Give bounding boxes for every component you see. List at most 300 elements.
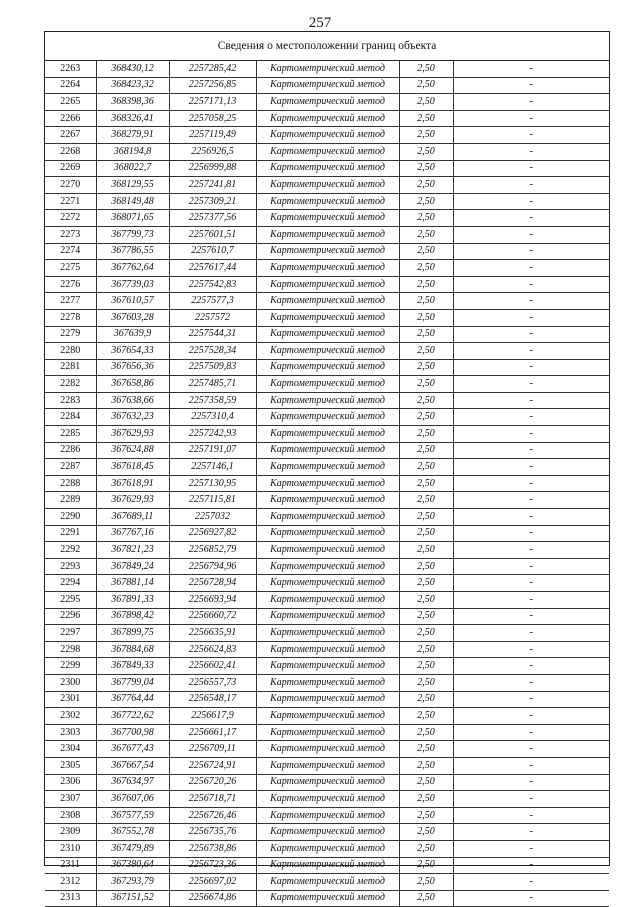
- point-number-cell: 2277: [45, 293, 96, 310]
- table-row: [45, 226, 609, 243]
- y-coordinate-cell: 2257601,51: [169, 226, 256, 243]
- point-number-cell: 2299: [45, 658, 96, 675]
- table-row: [45, 641, 609, 658]
- point-number-cell: 2263: [45, 61, 96, 77]
- accuracy-cell: 2,50: [399, 243, 453, 260]
- table-row: [45, 94, 609, 111]
- table-row: [45, 409, 609, 426]
- point-number-cell: 2268: [45, 143, 96, 160]
- table-row: [45, 807, 609, 824]
- point-number-cell: 2294: [45, 575, 96, 592]
- x-coordinate-cell: 367881,14: [96, 575, 169, 592]
- accuracy-cell: 2,50: [399, 575, 453, 592]
- description-cell: -: [453, 774, 609, 791]
- y-coordinate-cell: 2256926,5: [169, 143, 256, 160]
- method-cell: Картометрический метод: [256, 276, 399, 293]
- y-coordinate-cell: 2257544,31: [169, 326, 256, 343]
- accuracy-cell: 2,50: [399, 426, 453, 443]
- y-coordinate-cell: 2257256,85: [169, 77, 256, 94]
- table-row: [45, 741, 609, 758]
- accuracy-cell: 2,50: [399, 741, 453, 758]
- table-row: [45, 127, 609, 144]
- description-cell: -: [453, 691, 609, 708]
- coordinates-table-body: [45, 61, 609, 907]
- accuracy-cell: 2,50: [399, 177, 453, 194]
- x-coordinate-cell: 367603,28: [96, 309, 169, 326]
- point-number-cell: 2281: [45, 359, 96, 376]
- accuracy-cell: 2,50: [399, 840, 453, 857]
- y-coordinate-cell: 2257058,25: [169, 110, 256, 127]
- point-number-cell: 2273: [45, 226, 96, 243]
- y-coordinate-cell: 2257572: [169, 309, 256, 326]
- y-coordinate-cell: 2257032: [169, 509, 256, 526]
- table-title: Сведения о местоположении границ объекта: [45, 32, 609, 61]
- x-coordinate-cell: 368022,7: [96, 160, 169, 177]
- point-number-cell: 2302: [45, 708, 96, 725]
- table-row: [45, 177, 609, 194]
- x-coordinate-cell: 367677,43: [96, 741, 169, 758]
- y-coordinate-cell: 2256852,79: [169, 542, 256, 559]
- y-coordinate-cell: 2257171,13: [169, 94, 256, 111]
- description-cell: -: [453, 558, 609, 575]
- x-coordinate-cell: 367629,93: [96, 426, 169, 443]
- x-coordinate-cell: 367722,62: [96, 708, 169, 725]
- y-coordinate-cell: 2256728,94: [169, 575, 256, 592]
- description-cell: -: [453, 542, 609, 559]
- method-cell: Картометрический метод: [256, 376, 399, 393]
- x-coordinate-cell: 367767,16: [96, 525, 169, 542]
- point-number-cell: 2306: [45, 774, 96, 791]
- x-coordinate-cell: 367654,33: [96, 343, 169, 360]
- y-coordinate-cell: 2257146,1: [169, 459, 256, 476]
- method-cell: Картометрический метод: [256, 592, 399, 609]
- point-number-cell: 2300: [45, 674, 96, 691]
- x-coordinate-cell: 367799,04: [96, 674, 169, 691]
- point-number-cell: 2313: [45, 890, 96, 907]
- x-coordinate-cell: 367739,03: [96, 276, 169, 293]
- description-cell: -: [453, 509, 609, 526]
- method-cell: Картометрический метод: [256, 791, 399, 808]
- description-cell: -: [453, 243, 609, 260]
- table-row: [45, 525, 609, 542]
- accuracy-cell: 2,50: [399, 61, 453, 77]
- point-number-cell: 2312: [45, 874, 96, 891]
- description-cell: -: [453, 807, 609, 824]
- point-number-cell: 2267: [45, 127, 96, 144]
- y-coordinate-cell: 2257377,56: [169, 210, 256, 227]
- method-cell: Картометрический метод: [256, 226, 399, 243]
- table-row: [45, 326, 609, 343]
- x-coordinate-cell: 367762,64: [96, 260, 169, 277]
- description-cell: -: [453, 724, 609, 741]
- x-coordinate-cell: 367607,06: [96, 791, 169, 808]
- x-coordinate-cell: 367618,45: [96, 459, 169, 476]
- table-row: [45, 691, 609, 708]
- method-cell: Картометрический метод: [256, 392, 399, 409]
- accuracy-cell: 2,50: [399, 160, 453, 177]
- point-number-cell: 2287: [45, 459, 96, 476]
- point-number-cell: 2286: [45, 442, 96, 459]
- x-coordinate-cell: 367552,78: [96, 824, 169, 841]
- table-row: [45, 575, 609, 592]
- y-coordinate-cell: 2256738,86: [169, 840, 256, 857]
- accuracy-cell: 2,50: [399, 708, 453, 725]
- x-coordinate-cell: 367629,93: [96, 492, 169, 509]
- point-number-cell: 2308: [45, 807, 96, 824]
- point-number-cell: 2266: [45, 110, 96, 127]
- point-number-cell: 2264: [45, 77, 96, 94]
- y-coordinate-cell: 2257542,83: [169, 276, 256, 293]
- accuracy-cell: 2,50: [399, 94, 453, 111]
- accuracy-cell: 2,50: [399, 625, 453, 642]
- x-coordinate-cell: 368430,12: [96, 61, 169, 77]
- method-cell: Картометрический метод: [256, 674, 399, 691]
- accuracy-cell: 2,50: [399, 276, 453, 293]
- accuracy-cell: 2,50: [399, 691, 453, 708]
- y-coordinate-cell: 2257242,93: [169, 426, 256, 443]
- description-cell: -: [453, 376, 609, 393]
- table-row: [45, 840, 609, 857]
- table-row: [45, 757, 609, 774]
- accuracy-cell: 2,50: [399, 343, 453, 360]
- table-row: [45, 376, 609, 393]
- y-coordinate-cell: 2256709,11: [169, 741, 256, 758]
- method-cell: Картометрический метод: [256, 874, 399, 891]
- x-coordinate-cell: 367700,98: [96, 724, 169, 741]
- x-coordinate-cell: 367898,42: [96, 608, 169, 625]
- method-cell: Картометрический метод: [256, 558, 399, 575]
- description-cell: -: [453, 160, 609, 177]
- point-number-cell: 2284: [45, 409, 96, 426]
- point-number-cell: 2282: [45, 376, 96, 393]
- method-cell: Картометрический метод: [256, 143, 399, 160]
- method-cell: Картометрический метод: [256, 525, 399, 542]
- method-cell: Картометрический метод: [256, 243, 399, 260]
- x-coordinate-cell: 367799,73: [96, 226, 169, 243]
- point-number-cell: 2292: [45, 542, 96, 559]
- table-row: [45, 110, 609, 127]
- y-coordinate-cell: 2256723,36: [169, 857, 256, 874]
- method-cell: Картометрический метод: [256, 691, 399, 708]
- x-coordinate-cell: 367577,59: [96, 807, 169, 824]
- point-number-cell: 2293: [45, 558, 96, 575]
- point-number-cell: 2280: [45, 343, 96, 360]
- table-row: [45, 857, 609, 874]
- x-coordinate-cell: 368071,65: [96, 210, 169, 227]
- point-number-cell: 2303: [45, 724, 96, 741]
- accuracy-cell: 2,50: [399, 392, 453, 409]
- description-cell: -: [453, 492, 609, 509]
- accuracy-cell: 2,50: [399, 558, 453, 575]
- method-cell: Картометрический метод: [256, 426, 399, 443]
- table-row: [45, 459, 609, 476]
- table-row: [45, 160, 609, 177]
- method-cell: Картометрический метод: [256, 857, 399, 874]
- method-cell: Картометрический метод: [256, 326, 399, 343]
- description-cell: -: [453, 193, 609, 210]
- point-number-cell: 2296: [45, 608, 96, 625]
- method-cell: Картометрический метод: [256, 840, 399, 857]
- table-row: [45, 475, 609, 492]
- point-number-cell: 2311: [45, 857, 96, 874]
- table-row: [45, 392, 609, 409]
- x-coordinate-cell: 368129,55: [96, 177, 169, 194]
- x-coordinate-cell: 367151,52: [96, 890, 169, 907]
- accuracy-cell: 2,50: [399, 293, 453, 310]
- description-cell: -: [453, 94, 609, 111]
- coordinates-table: [45, 61, 609, 907]
- y-coordinate-cell: 2256726,46: [169, 807, 256, 824]
- x-coordinate-cell: 368398,36: [96, 94, 169, 111]
- accuracy-cell: 2,50: [399, 127, 453, 144]
- y-coordinate-cell: 2257115,81: [169, 492, 256, 509]
- y-coordinate-cell: 2257358,59: [169, 392, 256, 409]
- method-cell: Картометрический метод: [256, 77, 399, 94]
- table-row: [45, 708, 609, 725]
- point-number-cell: 2295: [45, 592, 96, 609]
- accuracy-cell: 2,50: [399, 658, 453, 675]
- description-cell: -: [453, 143, 609, 160]
- description-cell: -: [453, 177, 609, 194]
- table-row: [45, 210, 609, 227]
- x-coordinate-cell: 367638,66: [96, 392, 169, 409]
- table-row: [45, 542, 609, 559]
- x-coordinate-cell: 367849,24: [96, 558, 169, 575]
- description-cell: -: [453, 708, 609, 725]
- method-cell: Картометрический метод: [256, 774, 399, 791]
- method-cell: Картометрический метод: [256, 608, 399, 625]
- point-number-cell: 2279: [45, 326, 96, 343]
- accuracy-cell: 2,50: [399, 309, 453, 326]
- x-coordinate-cell: 367293,79: [96, 874, 169, 891]
- x-coordinate-cell: 367634,97: [96, 774, 169, 791]
- x-coordinate-cell: 367380,64: [96, 857, 169, 874]
- x-coordinate-cell: 367891,33: [96, 592, 169, 609]
- description-cell: -: [453, 575, 609, 592]
- description-cell: -: [453, 293, 609, 310]
- method-cell: Картометрический метод: [256, 824, 399, 841]
- y-coordinate-cell: 2256718,71: [169, 791, 256, 808]
- accuracy-cell: 2,50: [399, 326, 453, 343]
- description-cell: -: [453, 625, 609, 642]
- y-coordinate-cell: 2257509,83: [169, 359, 256, 376]
- description-cell: -: [453, 409, 609, 426]
- accuracy-cell: 2,50: [399, 459, 453, 476]
- description-cell: -: [453, 459, 609, 476]
- point-number-cell: 2297: [45, 625, 96, 642]
- description-cell: -: [453, 840, 609, 857]
- method-cell: Картометрический метод: [256, 409, 399, 426]
- accuracy-cell: 2,50: [399, 475, 453, 492]
- table-row: [45, 426, 609, 443]
- method-cell: Картометрический метод: [256, 94, 399, 111]
- method-cell: Картометрический метод: [256, 625, 399, 642]
- point-number-cell: 2309: [45, 824, 96, 841]
- accuracy-cell: 2,50: [399, 807, 453, 824]
- method-cell: Картометрический метод: [256, 110, 399, 127]
- y-coordinate-cell: 2257528,34: [169, 343, 256, 360]
- x-coordinate-cell: 367624,88: [96, 442, 169, 459]
- point-number-cell: 2271: [45, 193, 96, 210]
- description-cell: -: [453, 77, 609, 94]
- method-cell: Картометрический метод: [256, 807, 399, 824]
- y-coordinate-cell: 2256999,88: [169, 160, 256, 177]
- y-coordinate-cell: 2257617,44: [169, 260, 256, 277]
- y-coordinate-cell: 2256735,76: [169, 824, 256, 841]
- table-row: [45, 293, 609, 310]
- x-coordinate-cell: 367849,33: [96, 658, 169, 675]
- y-coordinate-cell: 2256674,86: [169, 890, 256, 907]
- table-row: [45, 243, 609, 260]
- y-coordinate-cell: 2257610,7: [169, 243, 256, 260]
- point-number-cell: 2274: [45, 243, 96, 260]
- x-coordinate-cell: 368279,91: [96, 127, 169, 144]
- description-cell: -: [453, 276, 609, 293]
- point-number-cell: 2289: [45, 492, 96, 509]
- table-row: [45, 890, 609, 907]
- point-number-cell: 2310: [45, 840, 96, 857]
- method-cell: Картометрический метод: [256, 724, 399, 741]
- method-cell: Картометрический метод: [256, 757, 399, 774]
- description-cell: -: [453, 592, 609, 609]
- point-number-cell: 2301: [45, 691, 96, 708]
- accuracy-cell: 2,50: [399, 442, 453, 459]
- table-row: [45, 193, 609, 210]
- y-coordinate-cell: 2257241,81: [169, 177, 256, 194]
- x-coordinate-cell: 367689,11: [96, 509, 169, 526]
- method-cell: Картометрический метод: [256, 475, 399, 492]
- accuracy-cell: 2,50: [399, 724, 453, 741]
- description-cell: -: [453, 824, 609, 841]
- y-coordinate-cell: 2257309,21: [169, 193, 256, 210]
- x-coordinate-cell: 367658,86: [96, 376, 169, 393]
- accuracy-cell: 2,50: [399, 226, 453, 243]
- method-cell: Картометрический метод: [256, 741, 399, 758]
- x-coordinate-cell: 367884,68: [96, 641, 169, 658]
- x-coordinate-cell: 368326,41: [96, 110, 169, 127]
- y-coordinate-cell: 2256724,91: [169, 757, 256, 774]
- y-coordinate-cell: 2257130,95: [169, 475, 256, 492]
- accuracy-cell: 2,50: [399, 210, 453, 227]
- y-coordinate-cell: 2256927,82: [169, 525, 256, 542]
- description-cell: -: [453, 226, 609, 243]
- y-coordinate-cell: 2257485,71: [169, 376, 256, 393]
- x-coordinate-cell: 367786,55: [96, 243, 169, 260]
- y-coordinate-cell: 2256697,02: [169, 874, 256, 891]
- x-coordinate-cell: 367632,23: [96, 409, 169, 426]
- description-cell: -: [453, 210, 609, 227]
- y-coordinate-cell: 2256602,41: [169, 658, 256, 675]
- point-number-cell: 2275: [45, 260, 96, 277]
- y-coordinate-cell: 2256693,94: [169, 592, 256, 609]
- accuracy-cell: 2,50: [399, 774, 453, 791]
- point-number-cell: 2290: [45, 509, 96, 526]
- table-row: [45, 61, 609, 77]
- table-row: [45, 874, 609, 891]
- accuracy-cell: 2,50: [399, 824, 453, 841]
- method-cell: Картометрический метод: [256, 309, 399, 326]
- method-cell: Картометрический метод: [256, 210, 399, 227]
- accuracy-cell: 2,50: [399, 376, 453, 393]
- description-cell: -: [453, 309, 609, 326]
- description-cell: -: [453, 110, 609, 127]
- table-row: [45, 674, 609, 691]
- description-cell: -: [453, 641, 609, 658]
- accuracy-cell: 2,50: [399, 110, 453, 127]
- accuracy-cell: 2,50: [399, 608, 453, 625]
- point-number-cell: 2298: [45, 641, 96, 658]
- description-cell: -: [453, 127, 609, 144]
- table-row: [45, 608, 609, 625]
- x-coordinate-cell: 367639,9: [96, 326, 169, 343]
- description-cell: -: [453, 525, 609, 542]
- x-coordinate-cell: 367656,36: [96, 359, 169, 376]
- method-cell: Картометрический метод: [256, 658, 399, 675]
- method-cell: Картометрический метод: [256, 575, 399, 592]
- description-cell: -: [453, 874, 609, 891]
- accuracy-cell: 2,50: [399, 874, 453, 891]
- y-coordinate-cell: 2256660,72: [169, 608, 256, 625]
- description-cell: -: [453, 392, 609, 409]
- point-number-cell: 2270: [45, 177, 96, 194]
- y-coordinate-cell: 2256661,17: [169, 724, 256, 741]
- x-coordinate-cell: 367479,89: [96, 840, 169, 857]
- point-number-cell: 2272: [45, 210, 96, 227]
- accuracy-cell: 2,50: [399, 143, 453, 160]
- method-cell: Картометрический метод: [256, 293, 399, 310]
- table-row: [45, 558, 609, 575]
- x-coordinate-cell: 368423,32: [96, 77, 169, 94]
- point-number-cell: 2285: [45, 426, 96, 443]
- table-row: [45, 276, 609, 293]
- x-coordinate-cell: 367610,57: [96, 293, 169, 310]
- accuracy-cell: 2,50: [399, 857, 453, 874]
- table-row: [45, 724, 609, 741]
- description-cell: -: [453, 674, 609, 691]
- coordinates-table-frame: [44, 31, 610, 904]
- accuracy-cell: 2,50: [399, 641, 453, 658]
- description-cell: -: [453, 857, 609, 874]
- description-cell: -: [453, 426, 609, 443]
- description-cell: -: [453, 442, 609, 459]
- method-cell: Картометрический метод: [256, 442, 399, 459]
- accuracy-cell: 2,50: [399, 542, 453, 559]
- accuracy-cell: 2,50: [399, 359, 453, 376]
- table-row: [45, 824, 609, 841]
- method-cell: Картометрический метод: [256, 193, 399, 210]
- method-cell: Картометрический метод: [256, 890, 399, 907]
- y-coordinate-cell: 2257191,07: [169, 442, 256, 459]
- table-row: [45, 359, 609, 376]
- accuracy-cell: 2,50: [399, 492, 453, 509]
- point-number-cell: 2283: [45, 392, 96, 409]
- table-row: [45, 791, 609, 808]
- point-number-cell: 2276: [45, 276, 96, 293]
- description-cell: -: [453, 890, 609, 907]
- y-coordinate-cell: 2257285,42: [169, 61, 256, 77]
- accuracy-cell: 2,50: [399, 260, 453, 277]
- x-coordinate-cell: 367764,44: [96, 691, 169, 708]
- table-row: [45, 492, 609, 509]
- point-number-cell: 2304: [45, 741, 96, 758]
- method-cell: Картометрический метод: [256, 542, 399, 559]
- description-cell: -: [453, 359, 609, 376]
- point-number-cell: 2265: [45, 94, 96, 111]
- accuracy-cell: 2,50: [399, 193, 453, 210]
- method-cell: Картометрический метод: [256, 509, 399, 526]
- y-coordinate-cell: 2256794,96: [169, 558, 256, 575]
- method-cell: Картометрический метод: [256, 343, 399, 360]
